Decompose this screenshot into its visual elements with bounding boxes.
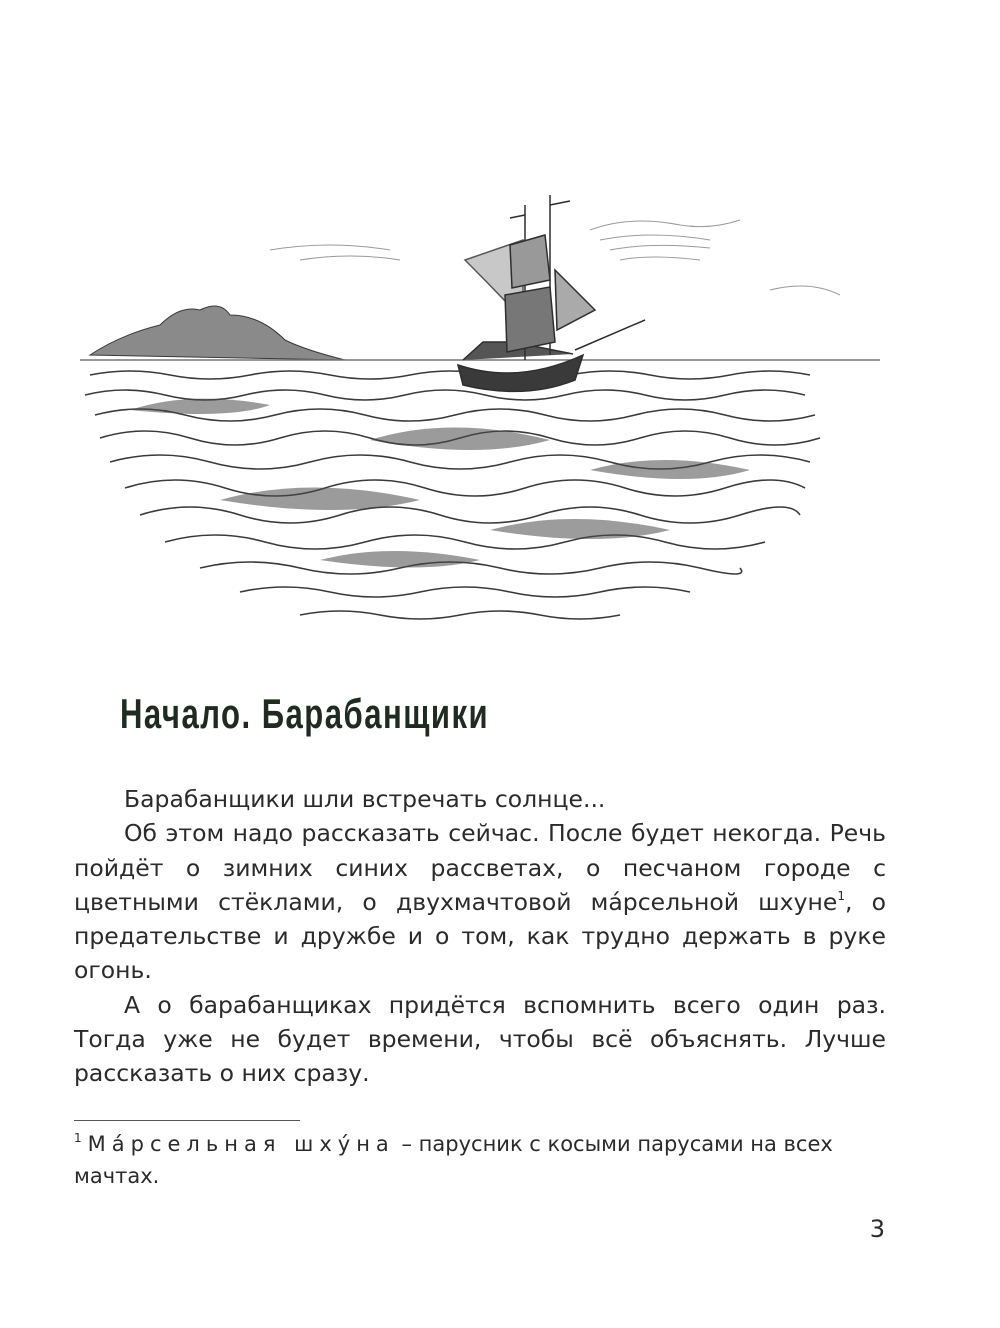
footnote	[74, 1128, 886, 1192]
body-text	[74, 782, 886, 1091]
paragraph: А о барабанщиках придётся вспомнить всего один раз. Тогда уже не будет времени, чтобы всё объяснять. Лучше рассказать о них сразу.	[74, 990, 886, 1088]
paragraph-text: Об этом надо рассказать сейчас. После будет некогда. Речь пойдёт о зимних синих рассветах, о песчаном городе с цветными стёклами, о двухмачтовой ма́рсельной шхуне	[74, 819, 886, 916]
footnote-term: Ма́рсельная шху́на	[87, 1132, 395, 1156]
footnote-definition: – парусник с косыми парусами на всех мачтах.	[74, 1132, 833, 1188]
page-number: 3	[869, 1215, 885, 1243]
footnote-divider	[74, 1120, 300, 1121]
island	[90, 306, 345, 360]
sea-shading	[130, 399, 750, 568]
footnote-ref[interactable]: 1	[837, 888, 845, 903]
ship	[458, 195, 645, 391]
paragraph-text: , о предательстве и дружбе и о том, как трудно держать в руке огонь.	[74, 887, 886, 985]
paragraph: Барабанщики шли встречать солнце...	[124, 785, 606, 813]
ship-illustration	[70, 110, 890, 640]
paragraph	[74, 816, 886, 987]
chapter-title: Начало. Барабанщики	[120, 690, 490, 737]
footnote-marker: 1	[74, 1131, 82, 1145]
